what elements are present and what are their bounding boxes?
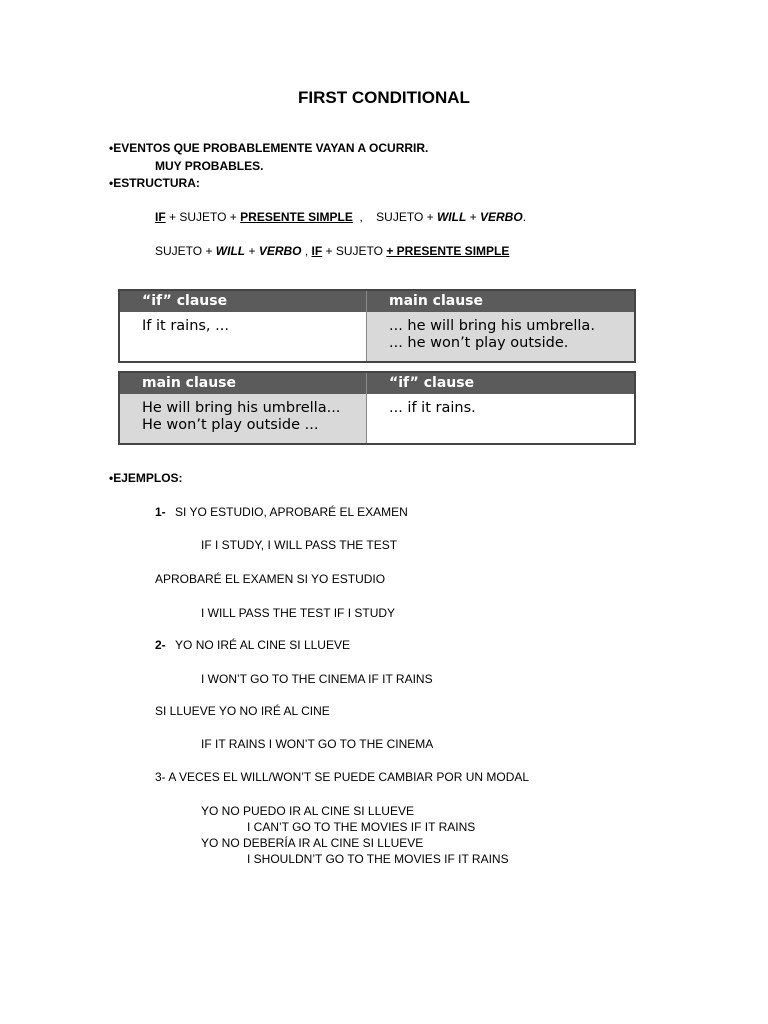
will-keyword: WILL — [215, 244, 246, 258]
example-2 — [155, 637, 350, 653]
structure-text: + — [245, 244, 259, 258]
present-simple-keyword: PRESENTE SIMPLE — [240, 210, 353, 224]
table-header-cell: “if” clause — [366, 373, 634, 394]
example-translation: I SHOULDN’T GO TO THE MOVIES IF IT RAINS — [247, 852, 509, 866]
clause-table-main-first — [118, 371, 636, 445]
example-translation: I WILL PASS THE TEST IF I STUDY — [201, 606, 396, 620]
example-number: 2- — [155, 638, 166, 652]
page-title: FIRST CONDITIONAL — [298, 88, 470, 107]
example-text: SI LLUEVE YO NO IRÉ AL CINE — [155, 704, 330, 718]
structure-text: + SUJETO + — [165, 210, 241, 224]
clause-table-if-first — [118, 289, 636, 363]
example-text: YO NO IRÉ AL CINE SI LLUEVE — [175, 638, 350, 652]
example-number: 1- — [155, 505, 166, 519]
example-translation: I WON’T GO TO THE CINEMA IF IT RAINS — [201, 672, 433, 686]
structure-text: + SUJETO — [322, 244, 387, 258]
example-translation: I CAN’T GO TO THE MOVIES IF IT RAINS — [247, 820, 476, 834]
example-text: APROBARÉ EL EXAMEN SI YO ESTUDIO — [155, 572, 386, 586]
structure-line-2 — [155, 243, 509, 259]
if-keyword: IF — [311, 244, 323, 258]
cell-text: If it rains, ... — [142, 318, 229, 334]
table-cell — [120, 394, 366, 443]
example-text: YO NO DEBERÍA IR AL CINE SI LLUEVE — [201, 836, 424, 850]
structure-text: + — [466, 210, 480, 224]
table-cell — [120, 312, 366, 361]
table-header-cell: main clause — [366, 291, 634, 312]
bullet-eventos: •EVENTOS QUE PROBABLEMENTE VAYAN A OCURRIR. — [109, 141, 429, 155]
table-header-cell: main clause — [142, 375, 237, 391]
table-header-cell: “if” clause — [142, 293, 228, 309]
structure-text: , — [301, 244, 312, 258]
cell-text: He won’t play outside ... — [142, 417, 319, 433]
cell-text: ... he won’t play outside. — [389, 335, 569, 351]
table-header-row — [120, 291, 634, 312]
examples-heading: •EJEMPLOS: — [109, 471, 183, 485]
table-row — [120, 312, 634, 361]
if-keyword: IF — [155, 210, 166, 224]
present-simple-keyword: + PRESENTE SIMPLE — [386, 244, 510, 258]
bullet-estructura: •ESTRUCTURA: — [109, 176, 200, 190]
verbo-keyword: VERBO — [258, 244, 302, 258]
bullet-eventos-cont: MUY PROBABLES. — [155, 159, 264, 173]
table-header-row — [120, 373, 634, 394]
table-cell — [366, 312, 634, 361]
example-1 — [155, 504, 408, 520]
example-text: YO NO PUEDO IR AL CINE SI LLUEVE — [201, 804, 414, 818]
cell-text: ... he will bring his umbrella. — [389, 318, 595, 334]
example-text: SI YO ESTUDIO, APROBARÉ EL EXAMEN — [175, 505, 408, 519]
example-translation: IF IT RAINS I WON’T GO TO THE CINEMA — [201, 737, 434, 751]
example-3-heading: 3- A VECES EL WILL/WON’T SE PUEDE CAMBIAR POR UN MODAL — [155, 770, 530, 784]
cell-text: ... if it rains. — [389, 400, 476, 416]
will-keyword: WILL — [436, 210, 467, 224]
cell-text: He will bring his umbrella... — [142, 400, 341, 416]
structure-text: SUJETO + — [155, 244, 216, 258]
table-row — [120, 394, 634, 443]
example-translation: IF I STUDY, I WILL PASS THE TEST — [201, 538, 398, 552]
structure-line-1 — [155, 209, 526, 225]
table-cell — [366, 394, 634, 443]
structure-text: . — [522, 210, 527, 224]
structure-text: , SUJETO + — [352, 210, 437, 224]
verbo-keyword: VERBO — [480, 210, 523, 224]
